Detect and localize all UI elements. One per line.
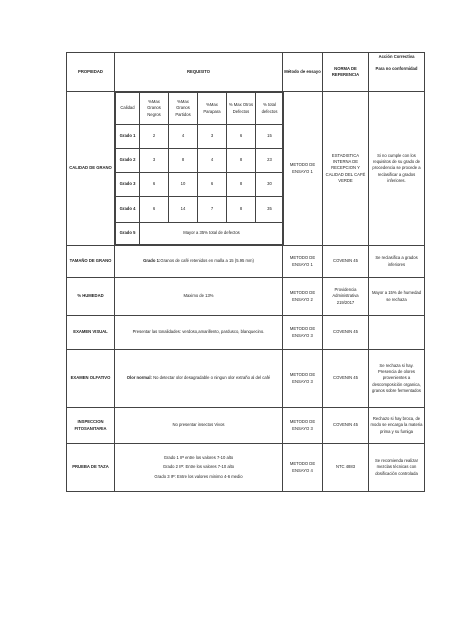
header-accion-line2: Para no conformidad bbox=[375, 66, 418, 72]
humedad-metodo: METODO DE ENSAYO 2 bbox=[283, 278, 323, 316]
grid-cell: 7 bbox=[198, 197, 227, 223]
taza-norma: NTC 4883 bbox=[323, 444, 369, 492]
olfativo-accion: Se rechaza si hay. Presencia de olores provenientes a descomposición organica, granos sobre fermentados bbox=[369, 350, 425, 408]
grid-grado: Grado 3 bbox=[116, 173, 140, 197]
taza-propiedad: PRUEBA DE TAZA bbox=[67, 444, 115, 492]
header-metodo: Método de ensayo bbox=[283, 53, 323, 92]
taza-req-line: Grado 3 IP: Entre los valores minimo 4-6 medio bbox=[154, 473, 243, 479]
tamano-req-bold: Grado 1: bbox=[143, 258, 161, 264]
grid-cell: 8 bbox=[227, 149, 256, 173]
grid-cell: 3 bbox=[140, 149, 169, 173]
taza-requisito bbox=[115, 444, 283, 492]
humedad-requisito: Maximo de 13% bbox=[115, 278, 283, 316]
grid-grado: Grado 5 bbox=[116, 223, 140, 245]
grid-header-negros: %Max Granos Negros bbox=[140, 93, 169, 125]
calidad-requisito bbox=[115, 92, 283, 246]
header-row bbox=[67, 53, 425, 92]
grid-cell: 14 bbox=[169, 197, 198, 223]
calidad-propiedad: CALIDAD DE GRANO bbox=[67, 92, 115, 246]
olfativo-requisito bbox=[115, 350, 283, 408]
taza-accion: Se recomienda realizar mezclas técnicas con dosificación controlada bbox=[369, 444, 425, 492]
olfativo-norma: COVENIN 45 bbox=[323, 350, 369, 408]
grid-cell: 4 bbox=[169, 125, 198, 149]
olfativo-req-rest: No detectar olor desagradable o ningun olor extraño al del café bbox=[153, 375, 271, 381]
visual-requisito: Presentar las tonalidades: verdoso,amarillento, pardusco, blanquecino. bbox=[115, 316, 283, 350]
grid-grado: Grado 4 bbox=[116, 197, 140, 223]
visual-propiedad: EXAMEN VISUAL bbox=[67, 316, 115, 350]
grid-header-otros: % Max Otros Defectos bbox=[227, 93, 256, 125]
fito-requisito: No presentar insectos Vivos bbox=[115, 408, 283, 444]
fito-accion: Rechazo si hay broca, de modo se encarga la materia prima y su fumiga bbox=[369, 408, 425, 444]
grid-row-grado5 bbox=[116, 223, 284, 245]
tamano-propiedad: TAMAÑO DE GRANO bbox=[67, 246, 115, 278]
fito-propiedad: INSPECCION FITOSANITARIA bbox=[67, 408, 115, 444]
grid-cell: 3 bbox=[198, 125, 227, 149]
grid-cell: 6 bbox=[198, 173, 227, 197]
fito-metodo: METODO DE ENSAYO 3 bbox=[283, 408, 323, 444]
calidad-metodo: METODO DE ENSAYO 1 bbox=[283, 92, 323, 246]
grid-cell: 23 bbox=[256, 149, 284, 173]
fito-norma: COVENIN 45 bbox=[323, 408, 369, 444]
calidad-accion: Si no cumple con los requisitos de su grado de procedencia se procede a reclasificar a grados inferiores. bbox=[369, 92, 425, 246]
tamano-norma: COVENIN 45 bbox=[323, 246, 369, 278]
row-taza bbox=[67, 444, 425, 492]
grid-cell: 8 bbox=[227, 173, 256, 197]
olfativo-propiedad: EXAMEN OLFATIVO bbox=[67, 350, 115, 408]
taza-metodo: METODO DE ENSAYO 4 bbox=[283, 444, 323, 492]
row-fito bbox=[67, 408, 425, 444]
taza-req-line: Grado 1 IP entre los valores 7-10 alto bbox=[163, 455, 234, 461]
calidad-grid bbox=[115, 92, 284, 245]
humedad-accion: Mayor a 15% de humedad se rechaza bbox=[369, 278, 425, 316]
header-requisito: REQUISITO bbox=[115, 53, 283, 92]
grid-cell: 10 bbox=[169, 173, 198, 197]
tamano-requisito bbox=[115, 246, 283, 278]
grid-row bbox=[116, 197, 284, 223]
calidad-norma: ESTADISTICA INTERNA DE RECEPCION Y CALIDAD DEL CAFÉ VERDE bbox=[323, 92, 369, 246]
tamano-req-rest: Granos de café retenidos en malla a 15 (5.95 mm) bbox=[160, 258, 254, 264]
tamano-metodo: METODO DE ENSAYO 1 bbox=[283, 246, 323, 278]
grid-cell: 4 bbox=[198, 149, 227, 173]
header-accion bbox=[369, 53, 425, 92]
visual-metodo: METODO DE ENSAYO 3 bbox=[283, 316, 323, 350]
header-accion-line1: Acción Correctiva bbox=[378, 54, 415, 59]
grid-cell: 6 bbox=[140, 197, 169, 223]
taza-req-line: Grado 2 IP: Entre los valores 7-10 alto bbox=[162, 464, 235, 470]
humedad-norma: Providencia Administrativa 219/2017 bbox=[323, 278, 369, 316]
grid-cell: 8 bbox=[227, 197, 256, 223]
visual-accion bbox=[369, 316, 425, 350]
requirements-table bbox=[66, 52, 425, 492]
grid-cell: 6 bbox=[140, 173, 169, 197]
grid-cell: 35 bbox=[256, 197, 284, 223]
grid-cell: 6 bbox=[227, 125, 256, 149]
row-calidad bbox=[67, 92, 425, 246]
grid-grado5-text: Mayor a 35% total de defectos bbox=[140, 223, 284, 245]
grid-row bbox=[116, 125, 284, 149]
grid-header-total: % total defectos bbox=[256, 93, 284, 125]
header-norma: NORMA DE REFERENCIA bbox=[323, 53, 369, 92]
tamano-accion: Se reclasifica a grados inferiores bbox=[369, 246, 425, 278]
grid-cell: 2 bbox=[140, 125, 169, 149]
humedad-propiedad: % HUMEDAD bbox=[67, 278, 115, 316]
grid-row bbox=[116, 149, 284, 173]
grid-header-parapara: %Max Parapara bbox=[198, 93, 227, 125]
row-tamano bbox=[67, 246, 425, 278]
visual-norma: COVENIN 45 bbox=[323, 316, 369, 350]
grid-cell: 8 bbox=[169, 149, 198, 173]
row-visual bbox=[67, 316, 425, 350]
olfativo-metodo: METODO DE ENSAYO 3 bbox=[283, 350, 323, 408]
row-humedad bbox=[67, 278, 425, 316]
row-olfativo bbox=[67, 350, 425, 408]
grid-cell: 15 bbox=[256, 125, 284, 149]
grid-header-calidad: Calidad bbox=[116, 93, 140, 125]
grid-row bbox=[116, 173, 284, 197]
header-propiedad: PROPIEDAD bbox=[67, 53, 115, 92]
grid-header-partidos: %Max Granos Partidos bbox=[169, 93, 198, 125]
grid-grado: Grado 2 bbox=[116, 149, 140, 173]
olfativo-req-bold: Olor normal: bbox=[126, 375, 152, 381]
grid-cell: 30 bbox=[256, 173, 284, 197]
grid-grado: Grado 1 bbox=[116, 125, 140, 149]
